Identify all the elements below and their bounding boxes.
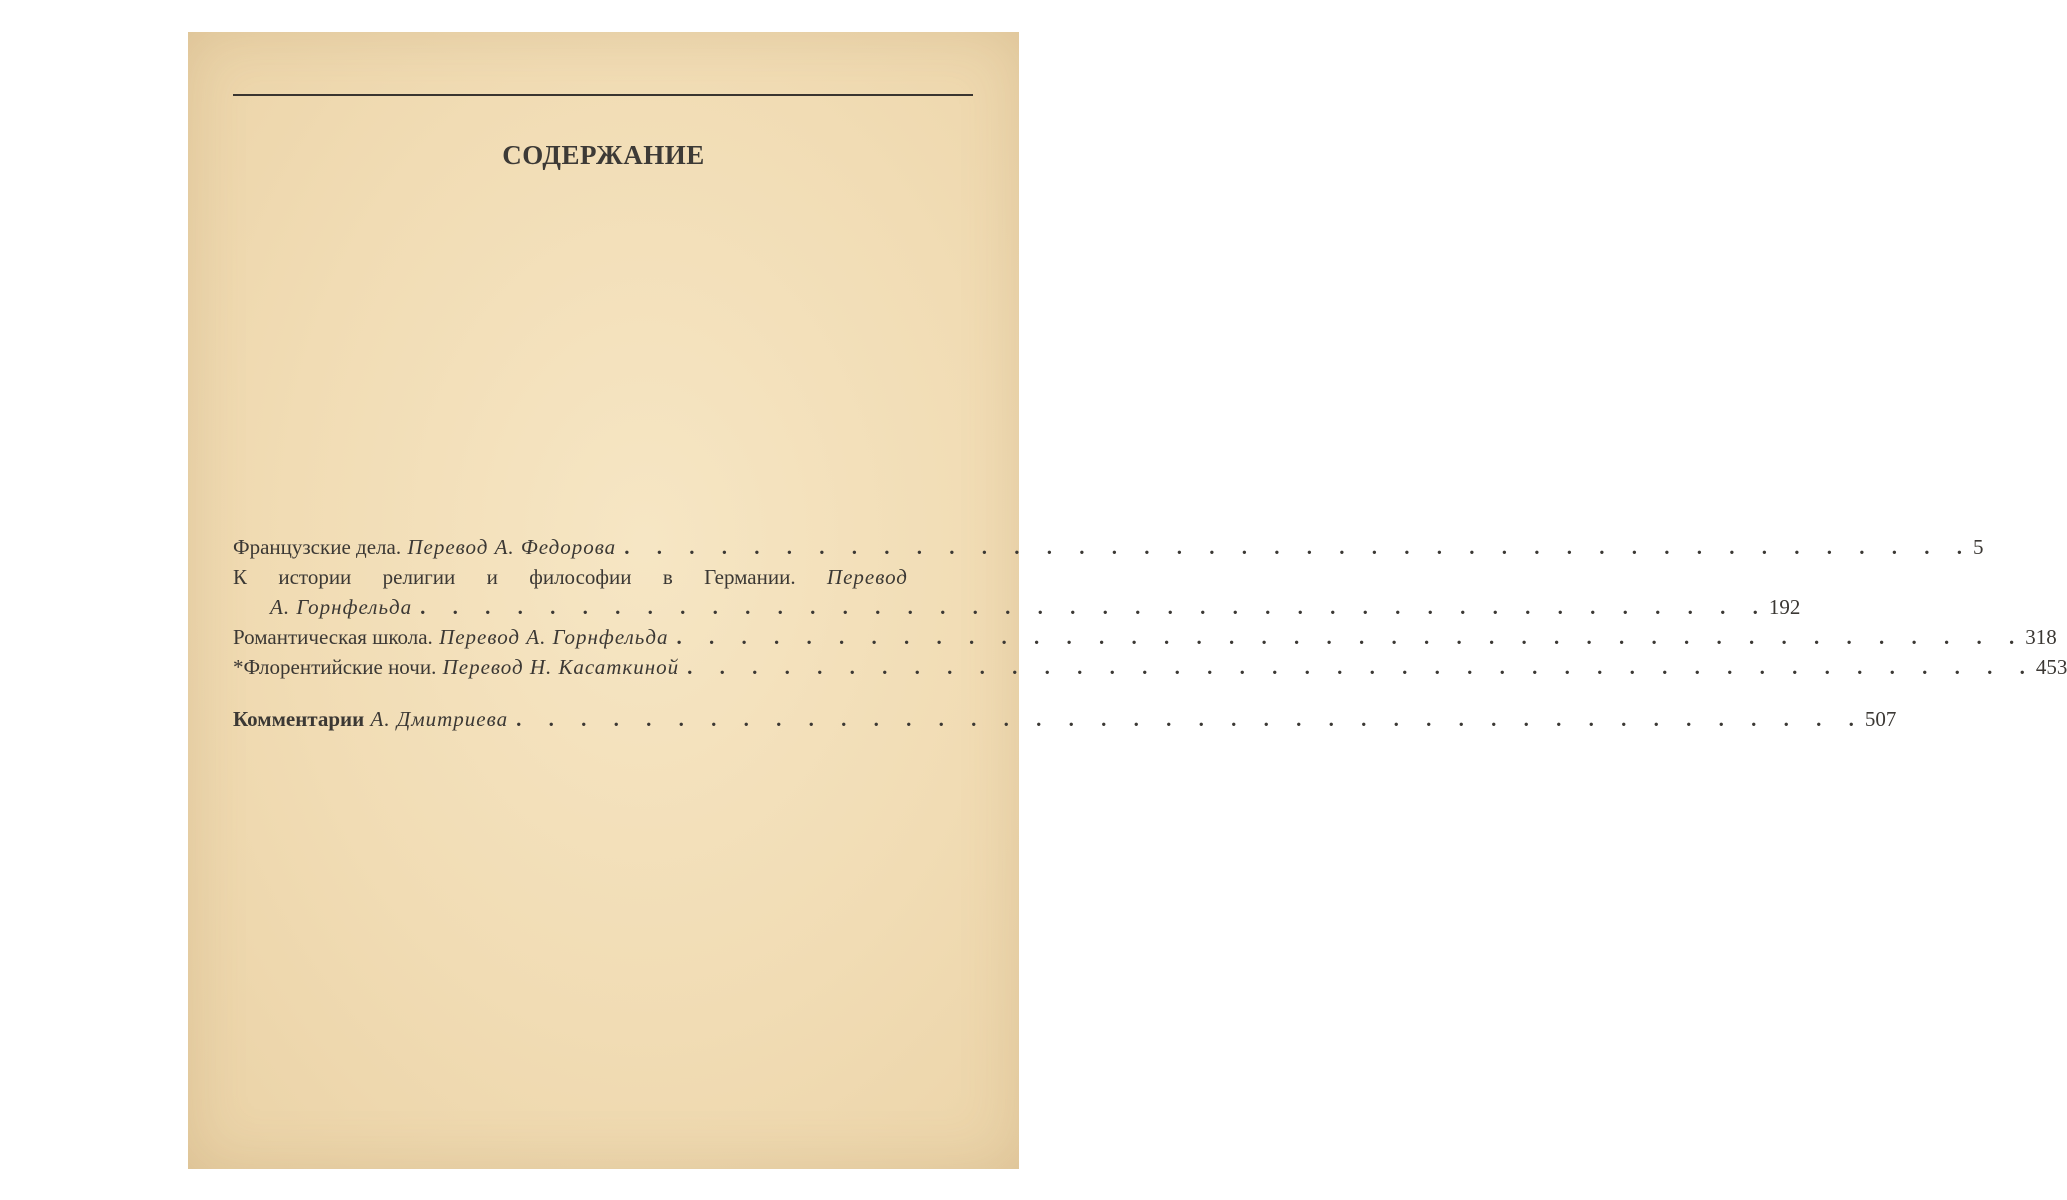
entry-title-word: религии — [382, 565, 456, 589]
dot-leader: . . . . . . . . . . . . . . . . . . . . . . . . . . . . . . . . . . . . . . . . . . — [676, 625, 2026, 649]
page-title: СОДЕРЖАНИЕ — [502, 140, 705, 170]
entry-title-line — [233, 562, 908, 592]
toc-entry — [233, 562, 973, 592]
entry-title-word: и — [486, 565, 498, 589]
entry-title: *Флорентийские ночи. — [233, 655, 437, 679]
entry-page-number: 5 — [1972, 535, 1984, 559]
dot-leader: . . . . . . . . . . . . . . . . . . . . . . . . . . . . . . . . . . . . . . . . . . — [624, 535, 1973, 559]
entry-translator: Перевод Н. Касаткиной — [442, 655, 680, 679]
toc-entry — [233, 622, 2057, 652]
dot-leader: . . . . . . . . . . . . . . . . . . . . . . . . . . . . . . . . . . . . . . . . . . — [687, 655, 2036, 679]
comments-author: А. Дмитриева — [370, 707, 509, 731]
entry-page-number: 318 — [2025, 625, 2057, 649]
book-page — [188, 32, 2067, 1169]
dot-leader: . . . . . . . . . . . . . . . . . . . . . . . . . . . . . . . . . . . . . . . . . . — [516, 707, 1865, 731]
entry-title-word: философии — [529, 565, 632, 589]
toc-entry — [233, 532, 1984, 562]
entry-title-word: Германии. — [704, 565, 796, 589]
entry-title: Французские дела. — [233, 535, 402, 559]
entry-page-number: 192 — [1768, 595, 1801, 619]
toc-entry — [233, 652, 2067, 682]
entry-page-number: 453 — [2035, 655, 2067, 679]
toc-entry-comments — [233, 704, 1897, 734]
entry-page-number: 507 — [1864, 707, 1897, 731]
entry-translator: Перевод — [826, 565, 908, 589]
table-of-contents — [233, 532, 2067, 734]
entry-title: Романтическая школа. — [233, 625, 433, 649]
entry-title-word: К — [233, 565, 248, 589]
entry-translator: Перевод А. Горнфельда — [439, 625, 669, 649]
top-rule — [233, 94, 973, 96]
entry-translator: Перевод А. Федорова — [407, 535, 617, 559]
entry-title-word: в — [662, 565, 673, 589]
comments-title: Комментарии — [233, 707, 365, 731]
dot-leader: . . . . . . . . . . . . . . . . . . . . . . . . . . . . . . . . . . . . . . . . . . — [420, 595, 1769, 619]
toc-entry-continuation — [233, 592, 1801, 622]
entry-translator: А. Горнфельда — [270, 595, 413, 619]
entry-title-word: истории — [278, 565, 352, 589]
